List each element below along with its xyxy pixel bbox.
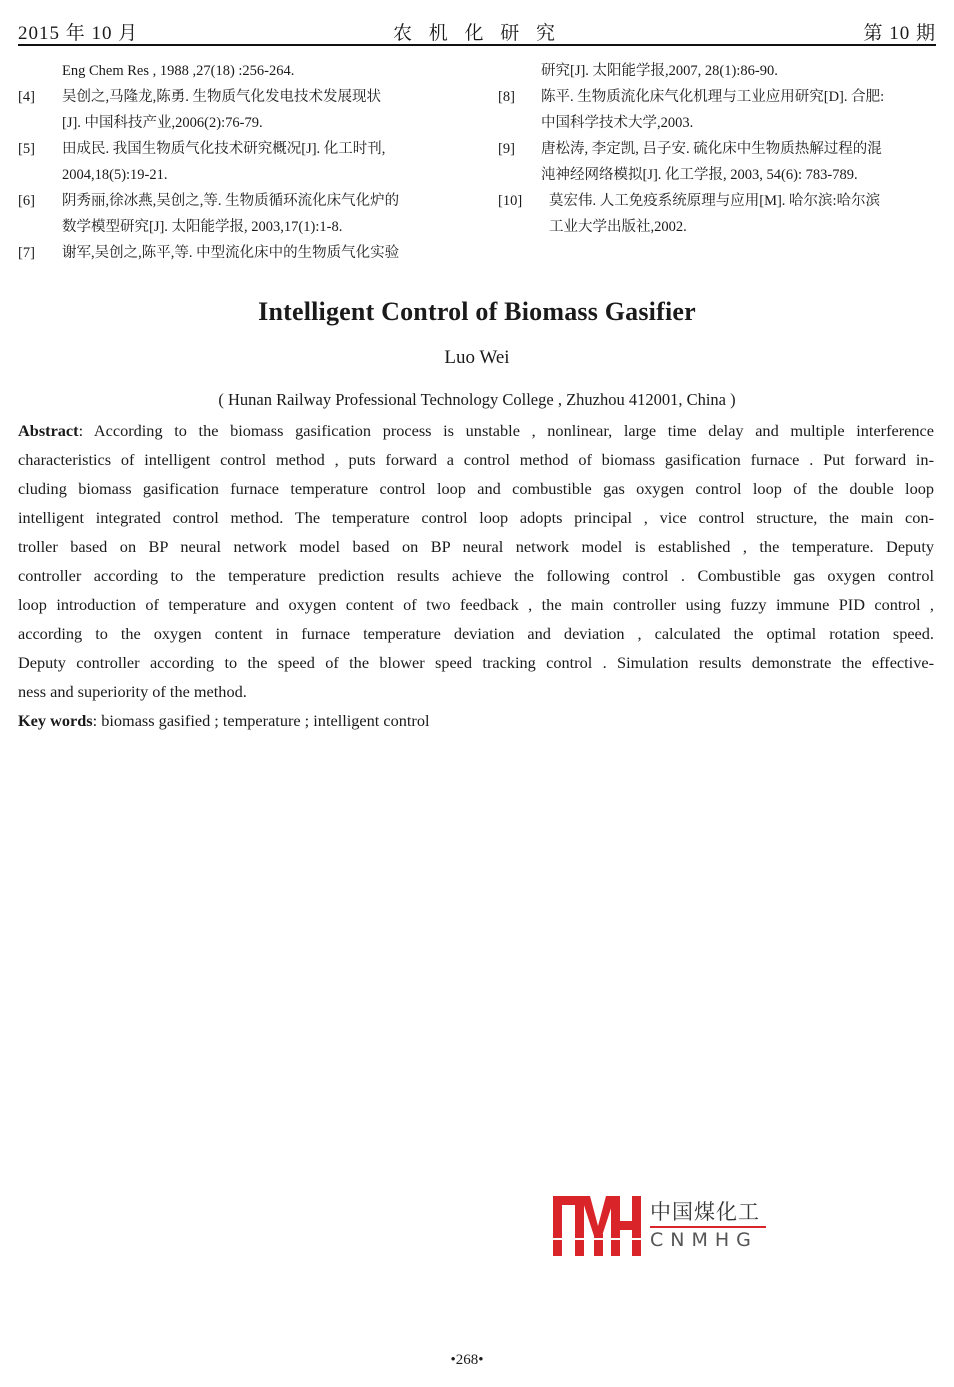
- article-author: Luo Wei: [444, 347, 510, 368]
- reference-number: [4]: [18, 89, 35, 105]
- abstract-text: characteristics of intelligent control method , puts forward a control method of biomass gasification furnace . Put forward in-: [18, 450, 934, 469]
- reference-item: [498, 136, 938, 188]
- references-left-column: [18, 58, 460, 266]
- reference-item: [18, 84, 460, 136]
- references-right-column: [498, 58, 938, 240]
- reference-line: 中国科学技术大学,2003.: [541, 115, 694, 131]
- reference-line: 工业大学出版社,2002.: [549, 219, 687, 235]
- reference-item: [18, 188, 460, 240]
- reference-line: 2004,18(5):19-21.: [62, 167, 168, 183]
- abstract-text: controller according to the temperature prediction results achieve the following control . Combustible gas oxygen control: [18, 566, 934, 585]
- abstract-line: [18, 648, 934, 677]
- abstract-text: cluding biomass gasification furnace temperature control loop and combustible gas oxygen control loop of the double loop: [18, 479, 934, 498]
- abstract-text: ness and superiority of the method.: [18, 682, 247, 701]
- reference-number: [9]: [498, 141, 515, 157]
- reference-line: 阴秀丽,徐冰燕,吴创之,等. 生物质循环流化床气化炉的: [62, 193, 400, 209]
- abstract-text: intelligent integrated control method. The temperature control loop adopts principal , vice control structure, the main con-: [18, 508, 934, 527]
- abstract-text: loop introduction of temperature and oxygen content of two feedback , the main controller using fuzzy immune PID control ,: [18, 595, 934, 614]
- abstract-line: [18, 532, 934, 561]
- article-affiliation: ( Hunan Railway Professional Technology College , Zhuzhou 412001, China ): [218, 390, 736, 409]
- header-journal-title: 农 机 化 研 究: [392, 23, 562, 44]
- keywords-separator: :: [92, 711, 102, 730]
- reference-line: 谢军,吴创之,陈平,等. 中型流化床中的生物质气化实验: [62, 245, 400, 261]
- abstract-label: Abstract: [18, 421, 79, 440]
- reference-item: [18, 240, 460, 266]
- reference-number: [10]: [498, 193, 523, 209]
- reference-number: [6]: [18, 193, 35, 209]
- cnmhg-logo-mark-icon: [553, 1196, 641, 1256]
- abstract-line: [18, 474, 934, 503]
- logo-divider: [650, 1226, 766, 1228]
- reference-line: 陈平. 生物质流化床气化机理与工业应用研究[D]. 合肥:: [541, 89, 885, 105]
- abstract: [18, 416, 934, 706]
- reference-number: [8]: [498, 89, 515, 105]
- reference-item: [498, 58, 938, 84]
- reference-line: 吴创之,马隆龙,陈勇. 生物质气化发电技术发展现状: [62, 89, 381, 105]
- abstract-line: [18, 590, 934, 619]
- keywords-text: biomass gasified ; temperature ; intelligent control: [101, 711, 430, 730]
- logo-chinese-text: 中国煤化工: [650, 1200, 760, 1224]
- abstract-text: troller based on BP neural network model based on BP neural network model is established , the temperature. Deputy: [18, 537, 934, 556]
- abstract-line: [18, 677, 934, 706]
- abstract-line: [18, 561, 934, 590]
- reference-line: [J]. 中国科技产业,2006(2):76-79.: [62, 115, 263, 131]
- page-number: •268•: [450, 1352, 484, 1368]
- reference-line: 数学模型研究[J]. 太阳能学报, 2003,17(1):1-8.: [62, 219, 343, 235]
- logo-english-text: CNMHG: [650, 1229, 758, 1251]
- keywords-label: Key words: [18, 711, 93, 730]
- reference-line: 田成民. 我国生物质气化技术研究概况[J]. 化工时刊,: [62, 141, 386, 157]
- running-header: [18, 14, 936, 46]
- abstract-text: according to the oxygen content in furnace temperature deviation and deviation , calculated the optimal rotation speed.: [18, 624, 934, 643]
- abstract-text: According to the biomass gasification process is unstable , nonlinear, large time delay and multiple interference: [93, 421, 934, 440]
- reference-line: 莫宏伟. 人工免疫系统原理与应用[M]. 哈尔滨:哈尔滨: [549, 193, 881, 209]
- header-date: 2015 年 10 月: [18, 23, 139, 44]
- reference-line: 唐松涛, 李定凯, 吕子安. 硫化床中生物质热解过程的混: [541, 141, 882, 157]
- article-title: Intelligent Control of Biomass Gasifier: [258, 297, 696, 326]
- reference-line: 沌神经网络模拟[J]. 化工学报, 2003, 54(6): 783-789.: [541, 167, 858, 183]
- abstract-text: Deputy controller according to the speed of the blower speed tracking control . Simulation results demonstrate the effective-: [18, 653, 934, 672]
- header-issue: 第 10 期: [863, 23, 936, 44]
- abstract-line: [18, 445, 934, 474]
- abstract-line: [18, 416, 934, 445]
- abstract-line: [18, 619, 934, 648]
- reference-item: [18, 58, 460, 84]
- keywords: [18, 706, 429, 735]
- cnmhg-watermark-logo: [553, 1196, 763, 1258]
- reference-item: [18, 136, 460, 188]
- reference-line: 研究[J]. 太阳能学报,2007, 28(1):86-90.: [541, 63, 778, 79]
- abstract-separator: :: [78, 421, 94, 440]
- reference-item: [498, 84, 938, 136]
- reference-number: [7]: [18, 245, 35, 261]
- reference-number: [5]: [18, 141, 35, 157]
- reference-item: [498, 188, 938, 240]
- reference-line: Eng Chem Res , 1988 ,27(18) :256-264.: [62, 63, 295, 79]
- abstract-line: [18, 503, 934, 532]
